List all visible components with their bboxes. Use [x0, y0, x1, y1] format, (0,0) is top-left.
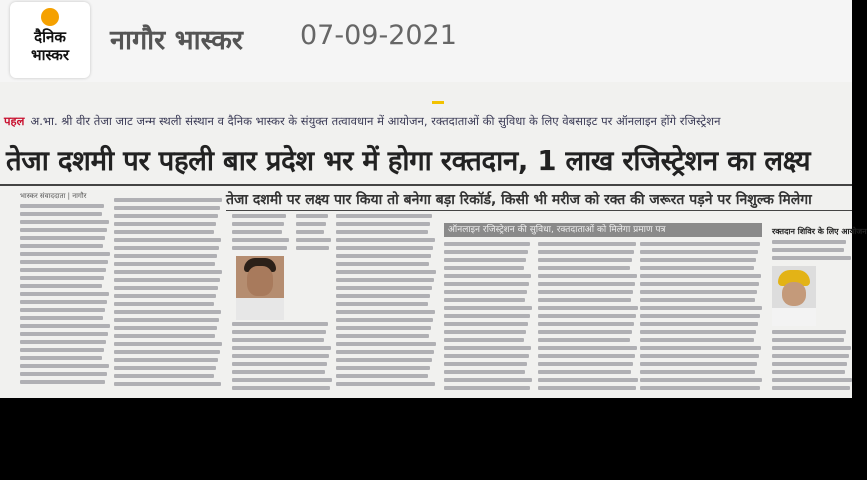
body-text-line — [20, 268, 106, 272]
body-text-line — [640, 378, 762, 382]
side-box-title: रक्तदान शिविर के लिए आयोजन — [772, 227, 867, 236]
body-text-line — [232, 222, 284, 226]
body-text-line — [232, 386, 330, 390]
body-text-line — [336, 262, 429, 266]
body-text-line — [232, 330, 326, 334]
body-text-line — [538, 370, 631, 374]
section-highlight-bar: ऑनलाइन रजिस्ट्रेशन की सुविधा, रक्तदाताओं को मिलेगा प्रमाण पत्र — [444, 223, 762, 237]
body-text-line — [538, 346, 637, 350]
body-text-line — [444, 282, 529, 286]
body-text-line — [538, 290, 633, 294]
logo-text-line2: भास्कर — [31, 46, 69, 64]
black-letterbox — [0, 398, 852, 480]
body-text-line — [444, 258, 526, 262]
body-text-line — [444, 322, 528, 326]
body-text-line — [772, 370, 845, 374]
body-text-line — [296, 214, 328, 218]
body-text-line — [444, 354, 529, 358]
body-text-line — [114, 294, 216, 298]
body-text-line — [538, 330, 632, 334]
body-text-line — [20, 380, 105, 384]
body-text-line — [640, 274, 761, 278]
body-text-line — [444, 274, 531, 278]
body-text-line — [772, 354, 849, 358]
body-text-line — [772, 256, 851, 260]
body-text-line — [444, 314, 530, 318]
body-text-line — [640, 362, 757, 366]
body-text-line — [232, 230, 282, 234]
logo-text-line1: दैनिक — [34, 28, 66, 46]
body-text-line — [114, 214, 218, 218]
body-text-line — [336, 366, 430, 370]
body-text-line — [114, 246, 219, 250]
body-text-line — [640, 330, 756, 334]
body-text-line — [538, 258, 632, 262]
body-text-line — [20, 324, 110, 328]
body-text-line — [538, 242, 636, 246]
body-text-line — [296, 238, 331, 242]
body-text-line — [114, 374, 214, 378]
body-text-line — [232, 214, 286, 218]
body-text-line — [20, 204, 104, 208]
edition-name: नागौर भास्कर — [110, 25, 243, 56]
body-text-line — [336, 294, 430, 298]
body-text-line — [538, 298, 631, 302]
edition-date: 07-09-2021 — [300, 20, 457, 51]
body-text-line — [640, 338, 754, 342]
body-text-line — [336, 238, 435, 242]
divider — [0, 184, 852, 186]
body-text-line — [640, 306, 762, 310]
body-text-line — [20, 212, 102, 216]
body-text-line — [296, 222, 326, 226]
body-text-line — [20, 356, 102, 360]
body-text-line — [640, 314, 760, 318]
body-text-line — [336, 318, 433, 322]
body-text-line — [336, 230, 428, 234]
body-text-line — [114, 382, 221, 386]
body-text-line — [296, 230, 324, 234]
body-text-line — [640, 322, 758, 326]
body-text-line — [114, 230, 214, 234]
body-text-line — [640, 282, 759, 286]
body-text-line — [232, 238, 289, 242]
header — [0, 0, 852, 82]
body-text-line — [772, 240, 846, 244]
body-text-line — [20, 260, 108, 264]
body-text-line — [232, 378, 332, 382]
body-text-line — [20, 228, 107, 232]
body-text-line — [232, 362, 327, 366]
body-text-line — [114, 366, 216, 370]
body-text-line — [114, 286, 218, 290]
body-text-line — [336, 222, 430, 226]
body-text-line — [772, 346, 851, 350]
body-text-line — [640, 298, 755, 302]
body-text-line — [444, 338, 524, 342]
body-text-line — [20, 340, 106, 344]
body-text-line — [232, 346, 331, 350]
body-text-line — [538, 386, 636, 390]
body-text-line — [444, 306, 532, 310]
body-text-line — [640, 354, 759, 358]
body-text-line — [640, 370, 755, 374]
body-text-line — [336, 270, 436, 274]
body-text-line — [232, 370, 325, 374]
body-text-line — [20, 348, 104, 352]
body-text-line — [20, 252, 110, 256]
body-text-line — [114, 302, 214, 306]
kicker-tag: पहल — [4, 114, 25, 128]
body-text-line — [20, 220, 109, 224]
body-text-line — [538, 362, 633, 366]
body-text-line — [114, 334, 215, 338]
body-text-line — [336, 246, 433, 250]
body-text-line — [444, 298, 525, 302]
body-text-line — [772, 386, 850, 390]
body-text-line — [20, 316, 103, 320]
body-text-line — [336, 278, 434, 282]
body-text-line — [444, 290, 527, 294]
body-text-line — [114, 262, 215, 266]
body-text-line — [444, 266, 524, 270]
body-text-line — [336, 334, 429, 338]
body-text-line — [20, 292, 109, 296]
body-text-line — [640, 266, 754, 270]
body-text-line — [20, 236, 105, 240]
body-text-line — [444, 378, 532, 382]
body-text-line — [232, 338, 324, 342]
body-text-line — [296, 246, 329, 250]
body-text-line — [114, 278, 220, 282]
body-text-line — [114, 326, 217, 330]
body-text-line — [538, 306, 638, 310]
body-text-line — [538, 322, 634, 326]
byline: भास्कर संवाददाता | नागौर — [20, 192, 87, 200]
body-text-line — [114, 222, 216, 226]
dainik-bhaskar-logo — [10, 2, 90, 78]
body-text-line — [772, 338, 844, 342]
body-text-line — [538, 274, 637, 278]
body-text-line — [444, 250, 528, 254]
body-text-line — [444, 386, 530, 390]
body-text-line — [336, 310, 435, 314]
body-text-line — [444, 330, 526, 334]
body-text-line — [538, 250, 634, 254]
body-text-line — [114, 198, 222, 202]
body-text-line — [538, 338, 630, 342]
subheadline: तेजा दशमी पर लक्ष्य पार किया तो बनेगा बड़ा रिकॉर्ड, किसी भी मरीज को रक्त की जरूरत पड़ने पर निशुल्क मिलेगा — [226, 192, 812, 208]
body-text-line — [114, 310, 221, 314]
body-text-line — [444, 346, 531, 350]
person-photo — [236, 256, 284, 320]
body-text-line — [538, 282, 635, 286]
body-text-line — [114, 342, 222, 346]
body-text-line — [20, 308, 105, 312]
body-text-line — [336, 254, 431, 258]
body-text-line — [772, 248, 844, 252]
body-text-line — [444, 242, 530, 246]
kicker-line — [4, 114, 852, 136]
body-text-line — [336, 286, 432, 290]
body-text-line — [20, 276, 104, 280]
body-text-line — [20, 364, 109, 368]
body-text-line — [114, 206, 220, 210]
body-text-line — [114, 350, 220, 354]
body-text-line — [336, 350, 434, 354]
body-text-line — [114, 254, 217, 258]
body-text-line — [640, 250, 758, 254]
body-text-line — [336, 326, 431, 330]
body-text-line — [538, 266, 630, 270]
body-text-line — [538, 354, 635, 358]
body-text-line — [114, 238, 221, 242]
divider — [226, 210, 852, 211]
body-text-line — [640, 242, 760, 246]
person-photo — [772, 266, 816, 326]
body-text-line — [640, 346, 761, 350]
body-text-line — [336, 342, 436, 346]
body-text-line — [20, 284, 102, 288]
body-text-line — [772, 362, 847, 366]
headline: तेजा दशमी पर पहली बार प्रदेश भर में होगा रक्तदान, 1 लाख रजिस्ट्रेशन का लक्ष्य — [6, 145, 811, 177]
body-text-line — [20, 244, 103, 248]
body-text-line — [114, 358, 218, 362]
body-text-line — [232, 246, 287, 250]
body-text-line — [20, 332, 108, 336]
body-text-line — [232, 322, 328, 326]
kicker-text: अ.भा. श्री वीर तेजा जाट जन्म स्थली संस्थान व दैनिक भास्कर के संयुक्त तत्वावधान में आयोजन, रक्तदाताओं की सुविधा के लिए वेबसाइट पर ऑनलाइन होंगे रजिस्ट्रेशन — [30, 114, 721, 128]
body-text-line — [336, 382, 435, 386]
body-text-line — [336, 214, 432, 218]
body-text-line — [444, 370, 525, 374]
body-text-line — [444, 362, 527, 366]
body-text-line — [336, 358, 432, 362]
body-text-line — [538, 378, 638, 382]
body-text-line — [772, 330, 846, 334]
body-text-line — [232, 354, 329, 358]
body-text-line — [538, 314, 636, 318]
decorative-dash — [432, 101, 444, 104]
body-text-line — [20, 300, 107, 304]
body-text-line — [640, 386, 760, 390]
body-text-line — [114, 318, 219, 322]
body-text-line — [114, 270, 222, 274]
body-text-line — [336, 302, 428, 306]
sun-icon — [41, 8, 59, 26]
body-text-line — [640, 258, 756, 262]
body-text-line — [336, 374, 428, 378]
body-text-line — [20, 372, 107, 376]
body-text-line — [640, 290, 757, 294]
body-text-line — [772, 378, 852, 382]
